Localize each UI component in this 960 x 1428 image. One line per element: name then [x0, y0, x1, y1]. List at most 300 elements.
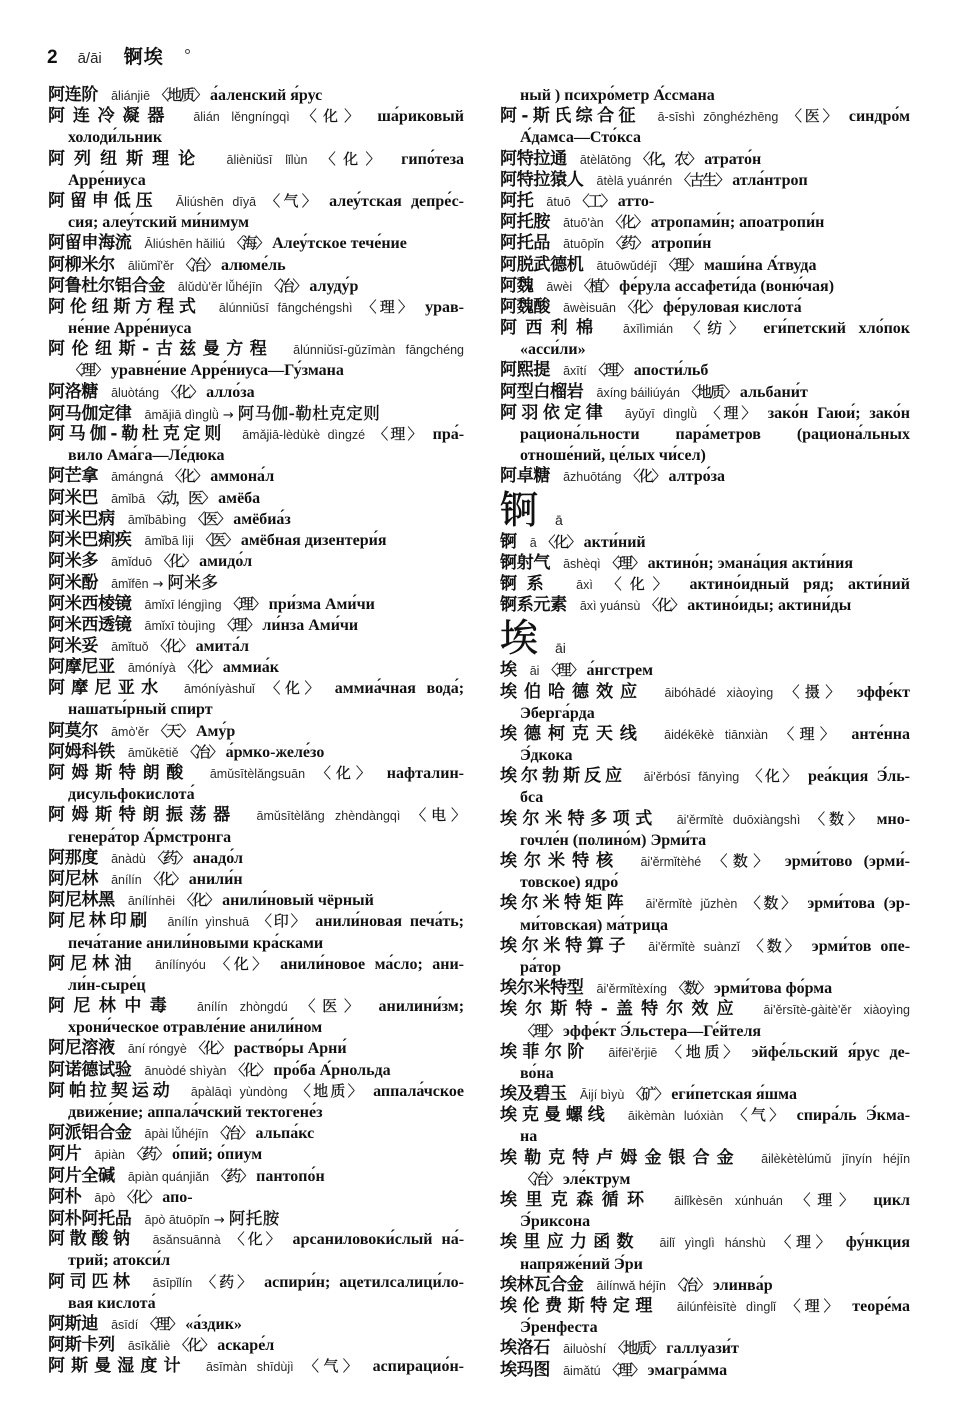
entry-first-line: [500, 724, 910, 745]
entry-definition: эмагра́мма: [647, 1361, 728, 1379]
entry-headword: 锕系: [500, 573, 554, 594]
dictionary-entry: [48, 530, 464, 551]
entry-headword: 埃尔勃斯反应: [500, 766, 627, 787]
entry-definition: эйфе́льский я́рус де-: [751, 1043, 911, 1061]
entry-pinyin: ānílín zhòngdú: [197, 1000, 288, 1015]
entry-definition: «а́здик»: [185, 1315, 242, 1333]
entry-continuation-line: [48, 212, 464, 233]
entry-headword: 阿尼林油: [48, 953, 137, 974]
print-mark-icon: [185, 49, 190, 54]
entry-definition-continued: холоди́льник: [68, 129, 163, 147]
entry-definition-continued: ли́н-сыре́ц: [68, 976, 146, 994]
entry-headword: 埃菲尔阶: [500, 1041, 590, 1062]
entry-domain-label: 〈理〉: [543, 661, 583, 680]
entry-first-line: [48, 572, 464, 593]
entry-headword: 埃尔米特型: [500, 978, 584, 999]
entry-domain-label: 〈冶〉: [212, 1124, 252, 1143]
entry-pinyin: āmǐbā lìji: [144, 533, 194, 548]
entry-domain-label: 〈化〉: [606, 574, 676, 593]
entry-definition: мно-: [876, 810, 911, 828]
entry-headword: 阿伦纽斯-古兹曼方程: [48, 339, 274, 360]
entry-headword: 阿片全碱: [48, 1165, 115, 1186]
entry-definition: алло́за: [206, 383, 255, 401]
entry-domain-label: 〈理〉: [604, 1360, 644, 1379]
entry-definition: актино́н; эмана́ция акти́ния: [647, 554, 853, 572]
entry-headword: 阿摩尼亚: [48, 657, 115, 678]
entry-pinyin: āilǐ yìnglì hánshù: [659, 1236, 766, 1251]
header-pinyin-range: ā/āi: [77, 50, 102, 67]
entry-domain-label: 〈地质〉: [295, 1081, 365, 1100]
entry-pinyin: āluòtáng: [111, 385, 160, 400]
entry-pinyin: āpiàn quánjiǎn: [127, 1169, 210, 1184]
entry-definition: амёбная дизентери́я: [240, 531, 387, 549]
entry-domain-label: 〈理〉: [142, 1314, 182, 1333]
entry-first-line: [500, 360, 910, 381]
entry-definition-continued: Э́риксона: [520, 1213, 591, 1231]
entry-definition: а́рмко-желе́зо: [225, 743, 325, 761]
entry-definition: эрми́това (эр-: [807, 895, 911, 913]
entry-domain-label: 〈理〉: [68, 361, 108, 380]
entry-headword: 锕射气: [500, 552, 551, 573]
entry-continuation-line: [48, 318, 464, 339]
entry-continuation-line: [48, 784, 464, 805]
entry-pinyin: āibóhādé xiàoyìng: [664, 685, 774, 700]
entry-first-line: [48, 721, 464, 742]
entry-first-line: [500, 1232, 910, 1253]
page-number: 2: [47, 47, 58, 68]
entry-first-line: [48, 742, 464, 763]
entry-definition: а́аленский я́рус: [210, 87, 323, 104]
entry-continuation-line: [500, 787, 910, 808]
entry-domain-label: 〈冶〉: [520, 1169, 560, 1188]
entry-definition: эффе́кт: [856, 683, 911, 701]
headword-character-block: [500, 616, 910, 660]
entry-domain-label: 〈数〉: [810, 809, 867, 828]
entry-domain-label: 〈地质〉: [610, 1339, 663, 1358]
entry-continuation-line: [48, 1250, 464, 1271]
dictionary-entry: [500, 255, 910, 276]
entry-first-line: [48, 1314, 464, 1335]
entry-headword: 阿司匹林: [48, 1271, 135, 1292]
entry-continuation-line: [500, 445, 910, 466]
entry-first-line: [48, 1187, 464, 1208]
entry-first-line: [500, 1360, 910, 1381]
entry-domain-label: 〈地质〉: [154, 86, 207, 104]
entry-headword: 阿姆斯特朗酸: [48, 763, 190, 783]
entry-definition: цикл: [873, 1192, 911, 1209]
entry-pinyin: ālièniǔsī lǐlùn: [226, 152, 308, 167]
entry-definition-continued: вая кислота́: [68, 1294, 156, 1312]
entry-headword: 阿诺德试验: [48, 1059, 132, 1080]
entry-headword: 埃玛图: [500, 1359, 551, 1380]
entry-headword: 阿魏酸: [500, 296, 551, 317]
dictionary-entry: [48, 403, 464, 424]
entry-headword: 阿鲁杜尔铝合金: [48, 275, 165, 296]
dictionary-entry: [500, 1275, 910, 1296]
entry-definition-continued: эффе́кт Э́льстера—Ге́йтеля: [563, 1022, 762, 1040]
entry-headword: 阿马伽定律: [48, 403, 132, 424]
entry-definition-continued: Арре́ниуса: [68, 171, 146, 189]
entry-headword: 阿斯曼湿度计: [48, 1356, 187, 1377]
entry-first-line: [500, 318, 910, 339]
entry-headword: 埃尔米特矩阵: [500, 893, 628, 914]
entry-definition: анили́новое ма́сло; ани-: [280, 955, 465, 973]
dictionary-entry: [500, 766, 910, 808]
entry-headword: 阿羽依定律: [500, 402, 608, 423]
entry-definition-continued: «асси́ли»: [520, 341, 586, 359]
entry-pinyin: ālián lěngníngqì: [193, 110, 290, 125]
entry-first-line: [500, 1042, 910, 1063]
entry-first-line: [48, 1356, 464, 1377]
dictionary-entry: [500, 574, 910, 595]
entry-domain-label: 〈地质〉: [667, 1042, 742, 1061]
entry-definition: теоре́ма: [852, 1297, 911, 1315]
entry-definition: аспири́н; ацетилсалици́ло-: [264, 1273, 465, 1291]
entry-first-line: [48, 403, 464, 424]
cross-reference-arrow-icon: →: [152, 577, 164, 593]
entry-domain-label: 〈化〉: [119, 1187, 159, 1206]
entry-domain-label: 〈化〉: [265, 679, 325, 698]
entry-first-line: [500, 1296, 910, 1317]
entry-domain-label: 〈化〉: [215, 954, 271, 973]
dictionary-entry: [48, 1356, 464, 1377]
entry-definition-continued: рациона́льности пара́метров (рациона́льных: [520, 426, 910, 443]
entry-first-line: [500, 809, 910, 830]
entry-pinyin: ātuō'àn: [563, 216, 604, 231]
right-column: [500, 85, 910, 1381]
entry-definition: алюме́ль: [220, 256, 286, 274]
entry-headword: 阿托: [500, 190, 534, 211]
entry-pinyin: āmángná: [111, 470, 164, 485]
entry-headword: 阿连冷凝器: [48, 106, 173, 127]
entry-definition-continued: Э́ренфеста: [520, 1319, 598, 1337]
entry-pinyin: āpò: [94, 1190, 116, 1205]
entry-headword: 埃尔米特算子: [500, 935, 631, 956]
entry-definition: амёба: [218, 489, 261, 507]
entry-definition-continued: нашаты́рный спирт: [68, 701, 213, 719]
entry-first-line: [48, 466, 464, 487]
entry-definition-continued: отноше́ний, це́лых чи́сел): [520, 447, 706, 465]
entry-definition-continued: эле́ктрум: [563, 1170, 631, 1188]
entry-first-line: [500, 532, 910, 553]
entry-pinyin: āpiàn: [94, 1148, 125, 1163]
entry-headword: 埃伯哈德效应: [500, 681, 645, 702]
entry-first-line: [48, 551, 464, 572]
dictionary-entry: [500, 1190, 910, 1232]
entry-domain-label: 〈化〉: [152, 636, 192, 655]
entry-definition: амидо́л: [199, 553, 253, 571]
entry-domain-label: 〈化〉: [320, 149, 388, 168]
dictionary-entry: [500, 297, 910, 318]
entry-headword: 阿米西透镜: [48, 614, 132, 635]
entry-pinyin: āliánjiē: [111, 89, 151, 103]
entry-first-line: [500, 212, 910, 233]
entry-headword: 阿摩尼亚水: [48, 678, 165, 699]
entry-pinyin: āilǐkèsēn xúnhuán: [674, 1194, 783, 1208]
entry-headword: 埃林瓦合金: [500, 1274, 584, 1295]
headword-pinyin: ā: [555, 511, 563, 528]
entry-definition: актино́идный ряд; акти́ний: [689, 575, 910, 593]
dictionary-entry: [48, 488, 464, 509]
entry-definition: синдро́м: [848, 108, 910, 126]
entry-definition: о́пий; о́пиум: [172, 1146, 263, 1164]
entry-first-line: [48, 1144, 464, 1165]
entry-pinyin: āmóníyà: [127, 661, 176, 676]
entry-headword: 阿马伽-勒杜克定则: [48, 424, 226, 444]
entry-domain-label: 〈海〉: [229, 234, 269, 253]
dictionary-entry: [48, 1038, 464, 1059]
entry-first-line: [500, 276, 910, 297]
entry-pinyin: āsīpǐlín: [152, 1275, 193, 1290]
entry-definition-continued: хрони́ческое отравле́ние анили́ном: [68, 1019, 323, 1037]
entry-definition-continued: товское) ядро́: [520, 874, 619, 892]
entry-domain-label: 〈化，农〉: [635, 149, 701, 168]
entry-domain-label: 〈印〉: [256, 912, 308, 931]
entry-continuation-line: [500, 1169, 910, 1190]
entry-headword: 埃: [500, 660, 517, 681]
entry-definition-continued: дисульфокислота́: [68, 786, 195, 804]
entry-definition: галлуази́т: [666, 1340, 739, 1358]
entry-definition-continued: печа́тание анили́новыми кра́сками: [68, 934, 324, 952]
entry-headword: 埃勒克特卢姆金银合金: [500, 1147, 741, 1168]
entry-pinyin: ānílínyóu: [155, 957, 206, 972]
entry-domain-label: 〈化〉: [167, 467, 207, 486]
entry-headword: 阿卓糖: [500, 466, 551, 487]
entry-first-line: [48, 1081, 464, 1102]
entry-definition: пантопо́н: [256, 1167, 325, 1185]
entry-first-line: [48, 848, 464, 869]
entry-definition: апо-: [162, 1188, 193, 1206]
continued-entry-line: [500, 85, 910, 106]
entry-definition-continued: сия; алеу́тский ми́нимум: [68, 214, 250, 232]
running-header: [47, 44, 164, 70]
entry-definition: аспирацио́н-: [372, 1358, 464, 1376]
entry-headword: 阿特拉猿人: [500, 169, 584, 190]
entry-headword: 阿魏: [500, 275, 534, 296]
entry-first-line: [48, 1123, 464, 1144]
entry-headword: 阿尼林黑: [48, 890, 115, 911]
entry-continuation-line: [48, 699, 464, 720]
entry-pinyin: āmǐduō: [111, 555, 153, 570]
entry-pinyin: Āliúshēn dīyā: [175, 194, 257, 209]
entry-domain-label: 〈数〉: [745, 894, 799, 913]
dictionary-entry: [48, 85, 464, 106]
entry-first-line: [48, 1038, 464, 1059]
entry-definition: арсаниловоки́слый на́-: [292, 1231, 465, 1249]
entry-headword: 埃伦费斯特定理: [500, 1295, 659, 1316]
dictionary-entry: [48, 721, 464, 742]
entry-domain-label: 〈化〉: [230, 1060, 270, 1079]
entry-domain-label: 〈理〉: [219, 615, 259, 634]
dictionary-entry: [48, 1166, 464, 1187]
entry-pinyin: ālǔdù'ěr lǚhéjīn: [177, 279, 263, 294]
entry-continuation-line: [48, 127, 464, 148]
entry-pinyin: āilèkètèlúmǔ jīnyín héjīn: [761, 1151, 911, 1166]
entry-pinyin: ātèlātōng: [579, 152, 632, 167]
entry-pinyin: āxì yuánsù: [579, 599, 641, 614]
entry-first-line: [48, 1335, 464, 1356]
entry-headword: 锕: [500, 531, 517, 552]
dictionary-entry: [500, 191, 910, 212]
entry-definition: анадо́л: [192, 849, 243, 867]
entry-headword: 埃德柯克天线: [500, 723, 644, 744]
entry-definition: акти́ний: [583, 533, 646, 551]
entry-first-line: [48, 954, 464, 975]
entry-first-line: [48, 594, 464, 615]
dictionary-entry: [48, 106, 464, 148]
entry-headword: 阿朴: [48, 1186, 82, 1207]
entry-definition: раство́ры Арни́: [233, 1040, 347, 1058]
dictionary-entry: [48, 424, 464, 466]
entry-continuation-line: [500, 424, 910, 445]
entry-definition: альбани́т: [739, 383, 808, 401]
entry-domain-label: 〈冶〉: [177, 255, 217, 274]
entry-pinyin: ānílín yìnshuā: [167, 915, 250, 930]
entry-first-line: [48, 911, 464, 932]
entry-headword: 阿米巴: [48, 487, 99, 508]
entry-definition: атропи́н: [651, 235, 712, 253]
entry-continuation-line: [48, 975, 464, 996]
dictionary-entry: [500, 660, 910, 681]
left-column: [48, 85, 464, 1377]
entry-headword: 阿米巴病: [48, 508, 115, 529]
entry-headword: 阿柳米尔: [48, 254, 115, 275]
entry-first-line: [500, 851, 910, 872]
entry-domain-label: 〈化〉: [619, 297, 659, 316]
entry-first-line: [48, 106, 464, 127]
entry-first-line: [48, 636, 464, 657]
entry-definition: зако́н Гаюи́; зако́н: [767, 404, 911, 422]
entry-domain-label: 〈药〉: [149, 848, 189, 867]
dictionary-entry: [48, 297, 464, 339]
entry-first-line: [48, 1060, 464, 1081]
dictionary-entry: [48, 848, 464, 869]
entry-definition: фе́рула ассафети́да (воню́чая): [619, 277, 835, 295]
entry-headword: 埃尔米特多项式: [500, 808, 658, 829]
entry-first-line: [48, 1229, 464, 1250]
entry-pinyin: āsīdí: [111, 1317, 139, 1332]
entry-headword: 阿米妥: [48, 635, 99, 656]
entry-headword: 埃克曼螺线: [500, 1105, 610, 1126]
entry-definition: алуду́р: [309, 277, 359, 295]
entry-first-line: [48, 509, 464, 530]
dictionary-entry: [500, 318, 910, 360]
entry-pinyin: āxītí: [563, 364, 587, 379]
entry-first-line: [500, 936, 910, 957]
dictionary-entry: [500, 595, 910, 616]
entry-pinyin: āmǎjiā-lèdùkè dìngzé: [242, 428, 366, 442]
entry-first-line: [500, 595, 910, 616]
entry-headword: 埃里应力函数: [500, 1232, 640, 1253]
dictionary-entry: [48, 382, 464, 403]
entry-first-line: [48, 339, 464, 360]
entry-pinyin: ātuō: [546, 194, 571, 209]
entry-domain-label: 〈化〉: [190, 1039, 230, 1058]
entry-first-line: [48, 191, 464, 212]
entry-headword: 阿留申海流: [48, 233, 132, 254]
headword-character: 锕: [500, 487, 539, 532]
entry-first-line: [500, 1275, 910, 1296]
entry-first-line: [500, 255, 910, 276]
dictionary-entry: [48, 255, 464, 276]
entry-headword: 阿尼溶液: [48, 1038, 115, 1059]
entry-headword: 阿托品: [500, 233, 551, 254]
entry-definition: атрато́н: [704, 150, 762, 168]
entry-domain-label: 〈化〉: [644, 596, 684, 615]
entry-continuation-line: [500, 1021, 910, 1042]
entry-domain-label: 〈工〉: [574, 191, 614, 210]
entry-first-line: [48, 1166, 464, 1187]
entry-domain-label: 〈摄〉: [784, 682, 846, 701]
entry-pinyin: āmǐxī léngjìng: [144, 597, 222, 612]
entry-definition-continued: гочле́н (полино́м) Эрми́та: [520, 831, 707, 849]
dictionary-entry: [500, 276, 910, 297]
entry-first-line: [500, 999, 910, 1020]
entry-definition-continued: Эберга́рда: [520, 704, 595, 722]
entry-domain-label: 〈理〉: [225, 594, 265, 613]
entry-first-line: [500, 553, 910, 574]
entry-headword: 阿列纽斯理论: [48, 148, 205, 169]
entry-definition: ли́нза Ами́чи: [262, 616, 359, 634]
cross-reference-target: 阿托胺: [228, 1208, 280, 1228]
entry-first-line: [500, 466, 910, 487]
entry-first-line: [500, 1148, 910, 1169]
entry-pinyin: ātuōwǔdéjī: [596, 258, 657, 273]
entry-headword: 阿姆斯特朗振荡器: [48, 805, 237, 826]
entry-definition: аммона́л: [210, 468, 275, 486]
headword-pinyin: āi: [555, 640, 566, 657]
entry-domain-label: 〈理〉: [590, 361, 630, 380]
entry-pinyin: āmǎjiā dìnglǜ: [144, 407, 219, 422]
entry-pinyin: āxīlìmián: [623, 322, 674, 337]
entry-domain-label: 〈化〉: [156, 552, 196, 571]
dictionary-entry: [48, 869, 464, 890]
entry-first-line: [48, 615, 464, 636]
entry-continuation-line: [500, 957, 910, 978]
dictionary-entry: [48, 954, 464, 996]
dictionary-entry: [48, 1229, 464, 1271]
entry-pinyin: āi'ěrmǐtè jǔzhèn: [645, 897, 738, 912]
entry-pinyin: āimǎtú: [563, 1363, 601, 1378]
entry-headword: 阿米多: [48, 551, 99, 572]
entry-definition-continued: на: [520, 1128, 538, 1146]
dictionary-entry: [500, 553, 910, 574]
entry-domain-label: 〈化〉: [145, 869, 185, 888]
entry-definition: маши́на А́твуда: [703, 256, 817, 274]
dictionary-entry: [48, 805, 464, 847]
entry-definition: аммиа́чная вода́;: [334, 680, 465, 698]
entry-pinyin: āwèi: [546, 279, 573, 294]
entry-domain-label: 〈医〉: [300, 997, 366, 1016]
dictionary-entry: [48, 742, 464, 763]
entry-definition-continued: бса: [520, 789, 544, 807]
entry-domain-label: 〈天〉: [152, 721, 192, 740]
entry-first-line: [500, 1084, 910, 1105]
dictionary-entry: [48, 996, 464, 1038]
entry-pinyin: ā-sīshì zōnghézhēng: [657, 110, 779, 125]
entry-domain-label: 〈理〉: [795, 1191, 861, 1209]
entry-first-line: [48, 805, 464, 826]
entry-definition-continued: А́дамса—Сто́кса: [520, 129, 641, 147]
entry-definition: фе́руловая кислота́: [662, 298, 802, 316]
header-characters: 锕埃: [123, 46, 164, 68]
entry-domain-label: 〈药〉: [129, 1145, 169, 1164]
entry-first-line: [48, 149, 464, 170]
dictionary-entry: [48, 1144, 464, 1165]
entry-headword: 阿特拉通: [500, 148, 567, 169]
dictionary-entry: [48, 276, 464, 297]
entry-pinyin: āmǔsītèlǎngsuān: [209, 767, 306, 781]
